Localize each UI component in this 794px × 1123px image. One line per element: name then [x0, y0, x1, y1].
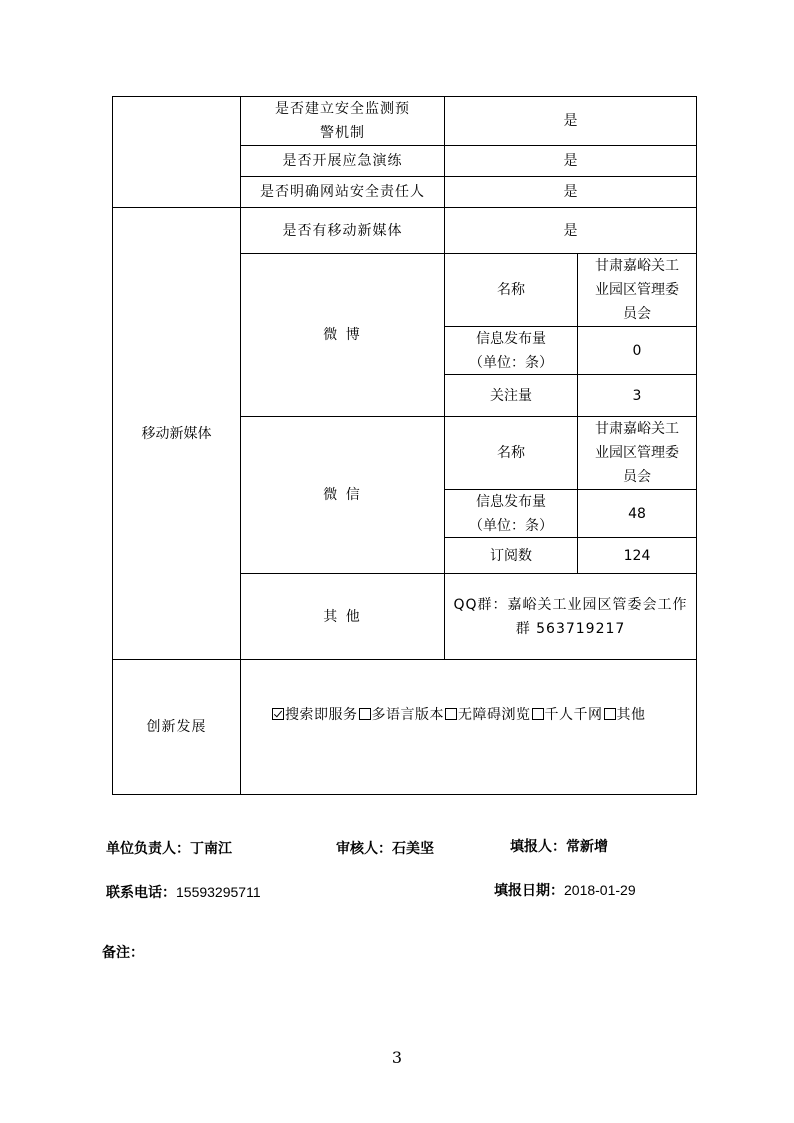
fill-date	[494, 880, 636, 900]
phone-label: 联系电话：	[106, 885, 176, 901]
wechat-name-value: 甘肃嘉峪关工业园区管理委员会	[595, 421, 679, 485]
wechat-label: 微 信	[323, 487, 362, 503]
innovation-option-label: 其他	[616, 707, 646, 723]
other-label: 其 他	[323, 608, 362, 625]
weibo-followers-label: 关注量	[490, 387, 532, 404]
weibo-posts-value: 0	[632, 342, 642, 359]
checkbox-empty-icon[interactable]	[532, 708, 544, 720]
monitoring-value: 是	[563, 113, 578, 129]
reviewer-value: 石美坚	[392, 841, 434, 857]
checkbox-checked-icon[interactable]	[272, 708, 284, 720]
weibo-label: 微 博	[323, 327, 362, 343]
checkbox-empty-icon[interactable]	[604, 708, 616, 720]
remarks-label: 备注：	[102, 945, 144, 961]
responsible-label: 是否明确网站安全责任人	[260, 184, 425, 200]
page-number: 3	[391, 1048, 403, 1067]
weibo-name-label: 名称	[497, 282, 525, 298]
weibo-name-value: 甘肃嘉峪关工业园区管理委员会	[595, 258, 679, 322]
innovation-option-label: 无障碍浏览	[458, 707, 531, 723]
monitoring-label: 是否建立安全监测预警机制	[275, 101, 410, 141]
innovation-option[interactable]	[271, 707, 358, 723]
has-media-value: 是	[563, 222, 578, 239]
reviewer-label: 审核人：	[336, 841, 392, 857]
innovation-options-cell	[241, 660, 696, 794]
has-media-label: 是否有移动新媒体	[282, 222, 403, 239]
innovation-label: 创新发展	[146, 719, 207, 735]
filler-value: 常新增	[566, 839, 608, 855]
drill-value: 是	[563, 153, 578, 169]
unit-head-value: 丁南江	[190, 841, 232, 857]
drill-label: 是否开展应急演练	[282, 153, 403, 169]
innovation-option-label: 搜索即服务	[285, 707, 358, 723]
date-label: 填报日期：	[494, 883, 564, 899]
reviewer	[336, 838, 434, 858]
weibo-followers-value: 3	[632, 387, 642, 404]
wechat-name-label: 名称	[497, 445, 525, 461]
wechat-subscribers-label: 订阅数	[490, 547, 532, 564]
innovation-option[interactable]	[358, 707, 445, 723]
innovation-option[interactable]	[531, 707, 603, 723]
date-value: 2018-01-29	[564, 882, 636, 898]
wechat-posts-label: 信息发布量（单位：条）	[469, 493, 553, 534]
checkbox-empty-icon[interactable]	[359, 708, 371, 720]
filler-label: 填报人：	[510, 839, 566, 855]
checkbox-empty-icon[interactable]	[445, 708, 457, 720]
phone	[106, 882, 261, 902]
unit-head	[106, 838, 232, 858]
innovation-option[interactable]	[444, 707, 531, 723]
filler	[510, 836, 608, 856]
unit-head-label: 单位负责人：	[106, 841, 190, 857]
responsible-value: 是	[563, 184, 578, 200]
innovation-options	[271, 704, 646, 724]
phone-value: 15593295711	[176, 884, 261, 900]
innovation-option-label: 千人千网	[544, 707, 603, 723]
innovation-option[interactable]	[603, 707, 646, 723]
wechat-posts-value: 48	[628, 505, 646, 522]
weibo-posts-label: 信息发布量（单位：条）	[469, 330, 553, 371]
media-section-label: 移动新媒体	[141, 425, 212, 442]
wechat-subscribers-value: 124	[623, 547, 651, 564]
innovation-option-label: 多语言版本	[371, 707, 444, 723]
other-value: QQ群：嘉峪关工业园区管委会工作群 563719217	[453, 596, 688, 637]
